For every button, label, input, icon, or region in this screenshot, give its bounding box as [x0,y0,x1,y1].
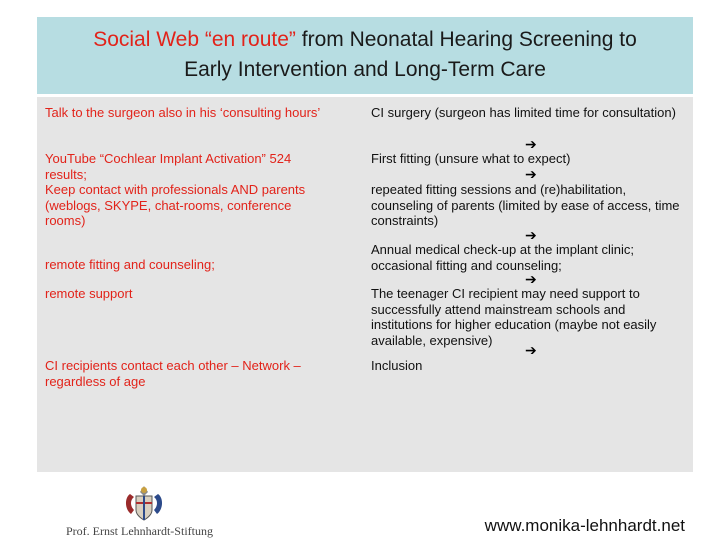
left-item-network: CI recipients contact each other – Network – regardless of age [45,358,301,389]
title-red-part: Social Web “en route” [93,28,296,51]
left-item-remote-support: remote support [45,286,133,301]
right-item-repeated-fitting: repeated fitting sessions and (re)habilitation, counseling of parents (limited by ease of access, time constraints) [371,182,680,228]
right-item-inclusion: Inclusion [371,358,423,373]
title-black-part: from Neonatal Hearing Screening to [295,28,637,51]
right-item-annual-checkup: Annual medical check-up at the implant clinic; occasional fitting and counseling; [371,242,635,273]
down-arrow-icon: ➔ [525,271,537,287]
left-item-remote-fitting: remote fitting and counseling; [45,257,215,272]
left-item-surgeon: Talk to the surgeon also in his ‘consulting hours’ [45,105,321,120]
foundation-name: Prof. Ernst Lehnhardt-Stiftung [66,524,213,538]
slide-title [37,17,693,94]
foundation-crest-logo [122,484,166,524]
title-line-2: Early Intervention and Long-Term Care [184,58,546,81]
down-arrow-icon: ➔ [525,227,537,243]
right-item-first-fitting: First fitting (unsure what to expect) [371,151,571,166]
down-arrow-icon: ➔ [525,136,537,152]
right-item-teenager: The teenager CI recipient may need support to successfully attend mainstream schools and institutions for higher education (maybe not easily available, expensive) [371,286,657,348]
left-item-youtube: YouTube “Cochlear Implant Activation” 524 results; [45,151,292,182]
right-item-ci-surgery: CI surgery (surgeon has limited time for consultation) [371,105,676,120]
down-arrow-icon: ➔ [525,342,537,358]
left-item-keep-contact: Keep contact with professionals AND parents (weblogs, SKYPE, chat-rooms, conference rooms) [45,182,306,228]
website-link[interactable]: www.monika-lehnhardt.net [484,516,685,535]
down-arrow-icon: ➔ [525,166,537,182]
content-panel [37,97,693,472]
